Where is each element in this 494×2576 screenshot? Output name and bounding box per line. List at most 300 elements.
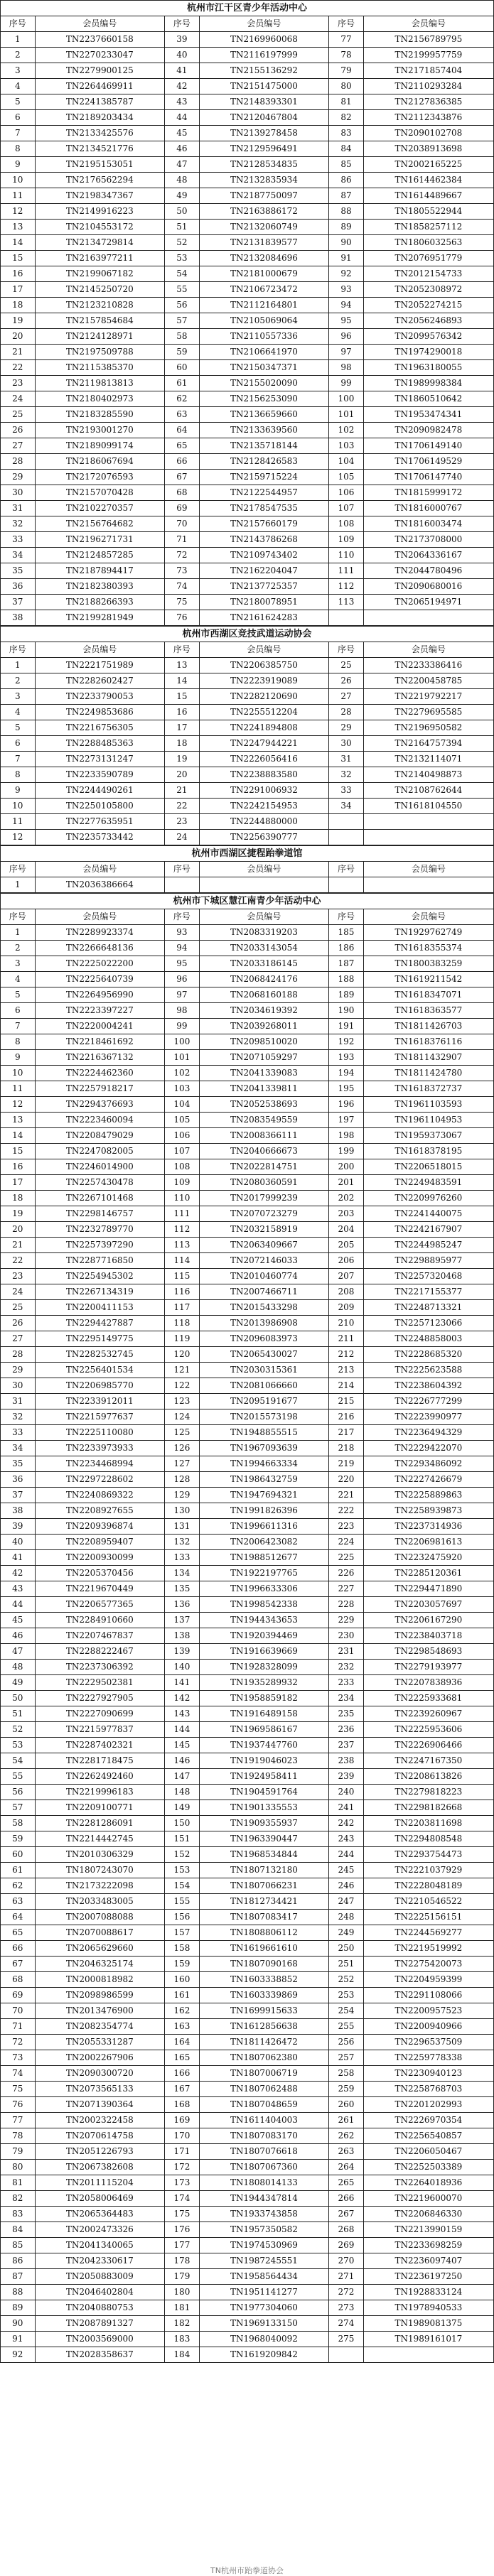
index-cell: 97 [165,987,200,1003]
index-cell: 154 [165,1878,200,1894]
index-cell: 272 [329,2285,364,2300]
index-cell: 76 [165,610,200,626]
table-row [1,1925,494,1941]
index-cell: 111 [165,1206,200,1222]
index-cell: 29 [329,720,364,736]
index-cell: 231 [329,1644,364,1660]
index-cell: 60 [1,1847,36,1863]
member-id-cell: TN2227927905 [35,1691,165,1706]
table-row [1,1613,494,1628]
table-row [1,1222,494,1238]
member-id-cell: TN2213990159 [363,2222,493,2238]
index-cell: 264 [329,2160,364,2175]
table-row [1,752,494,767]
table-row [1,48,494,63]
index-cell: 74 [1,2066,36,2082]
member-id-cell: TN2288222467 [35,1644,165,1660]
index-cell: 17 [1,282,36,298]
index-cell: 66 [1,1941,36,1957]
index-cell: 9 [1,157,36,173]
index-cell: 22 [1,1253,36,1269]
index-cell: 225 [329,1550,364,1566]
member-id-cell: TN2273131247 [35,752,165,767]
table-row [1,298,494,313]
table-row [1,2191,494,2207]
index-cell [329,877,364,893]
member-id-cell: TN2223990977 [363,1409,493,1425]
member-id-cell: TN2112164801 [199,298,329,313]
index-cell: 100 [165,1034,200,1050]
table-row [1,987,494,1003]
index-cell: 7 [1,126,36,141]
member-id-cell: TN2289923374 [35,925,165,941]
member-id-cell: TN2219519992 [363,1941,493,1957]
member-id-cell: TN2232475920 [363,1550,493,1566]
member-id-cell: TN2159715224 [199,470,329,485]
index-cell: 74 [165,579,200,595]
index-cell: 57 [1,1800,36,1816]
table-row [1,610,494,626]
index-cell: 52 [1,1722,36,1738]
index-cell: 144 [165,1722,200,1738]
column-header-index: 序号 [1,862,36,877]
index-cell: 1 [1,925,36,941]
member-id-cell: TN2173708000 [363,532,493,548]
index-cell: 137 [165,1613,200,1628]
index-cell: 235 [329,1706,364,1722]
member-id-cell: TN2285120361 [363,1566,493,1581]
index-cell: 19 [1,313,36,329]
member-id-cell: TN2216756305 [35,720,165,736]
member-id-cell: TN2015433298 [199,1300,329,1316]
index-cell: 21 [1,345,36,360]
index-cell: 142 [165,1691,200,1706]
member-id-cell: TN2248713321 [363,1300,493,1316]
member-id-cell: TN2281286091 [35,1816,165,1831]
table-row [1,438,494,454]
table-row [1,2019,494,2035]
member-id-cell: TN2249483591 [363,1175,493,1191]
member-id-cell: TN2234468994 [35,1456,165,1472]
member-id-cell: TN1807076618 [199,2144,329,2160]
index-cell: 229 [329,1613,364,1628]
table-row [1,1581,494,1597]
index-cell: 33 [1,532,36,548]
column-header-index: 序号 [329,16,364,32]
index-cell: 210 [329,1316,364,1331]
member-id-cell: TN2229502381 [35,1675,165,1691]
member-id-cell [363,2347,493,2363]
member-id-cell: TN2083319203 [199,925,329,941]
member-id-cell: TN2164757394 [363,736,493,752]
index-cell: 36 [1,579,36,595]
index-cell: 8 [1,1034,36,1050]
index-cell: 219 [329,1456,364,1472]
member-id-cell: TN2196271731 [35,532,165,548]
member-id-cell: TN2010306329 [35,1847,165,1863]
member-id-cell: TN2277635951 [35,814,165,830]
index-cell: 113 [165,1238,200,1253]
index-cell: 62 [165,391,200,407]
table-row [1,720,494,736]
member-id-cell: TN2294808548 [363,1831,493,1847]
index-cell: 46 [165,141,200,157]
index-cell: 15 [1,1144,36,1159]
member-id-cell: TN1944343653 [199,1613,329,1628]
index-cell: 177 [165,2238,200,2253]
member-id-cell: TN2145250720 [35,282,165,298]
index-cell [329,830,364,845]
table-row [1,830,494,845]
index-cell: 146 [165,1753,200,1769]
index-cell: 36 [1,1472,36,1488]
member-id-cell: TN2237306392 [35,1660,165,1675]
member-id-cell: TN2098986599 [35,1988,165,2003]
index-cell: 197 [329,1113,364,1128]
member-id-cell: TN2173222098 [35,1878,165,1894]
member-id-cell: TN1807083170 [199,2128,329,2144]
member-id-cell: TN2206846330 [363,2207,493,2222]
member-id-cell: TN2063409667 [199,1238,329,1253]
member-id-cell: TN2225889863 [363,1488,493,1503]
table-row [1,345,494,360]
index-cell: 260 [329,2097,364,2113]
member-id-cell: TN2129596491 [199,141,329,157]
table-row [1,157,494,173]
index-cell: 29 [1,1363,36,1378]
index-cell: 31 [329,752,364,767]
member-id-cell: TN2012154733 [363,266,493,282]
index-cell: 200 [329,1159,364,1175]
index-cell: 204 [329,1222,364,1238]
index-cell: 269 [329,2238,364,2253]
table-row [1,407,494,423]
index-cell: 30 [1,485,36,501]
table-row [1,1769,494,1785]
index-cell: 9 [1,1050,36,1066]
index-cell: 228 [329,1597,364,1613]
member-id-cell: TN1618104550 [363,799,493,814]
index-cell: 191 [329,1019,364,1034]
member-id-cell: TN1618376116 [363,1034,493,1050]
index-cell: 218 [329,1441,364,1456]
index-cell: 105 [329,470,364,485]
member-id-cell: TN2197509788 [35,345,165,360]
index-cell: 203 [329,1206,364,1222]
member-id-cell: TN2219600070 [363,2191,493,2207]
index-cell: 96 [329,329,364,345]
index-cell: 192 [329,1034,364,1050]
index-cell: 93 [165,925,200,941]
member-table [0,0,494,626]
column-header-index: 序号 [329,642,364,658]
index-cell: 172 [165,2160,200,2175]
table-row [1,485,494,501]
member-id-cell: TN2207838936 [363,1675,493,1691]
index-cell: 30 [329,736,364,752]
index-cell: 18 [165,736,200,752]
index-cell: 270 [329,2253,364,2269]
member-id-cell: TN2262492460 [35,1769,165,1785]
member-id-cell: TN2132114071 [363,752,493,767]
index-cell: 33 [1,1425,36,1441]
table-row [1,2082,494,2097]
table-row [1,548,494,563]
index-cell: 215 [329,1394,364,1409]
member-id-cell: TN2291108066 [363,1988,493,2003]
member-id-cell: TN1619209842 [199,2347,329,2363]
index-cell: 130 [165,1503,200,1519]
index-cell: 227 [329,1581,364,1597]
member-id-cell: TN1969133150 [199,2316,329,2332]
index-cell: 25 [1,407,36,423]
index-cell: 20 [1,1222,36,1238]
index-cell: 54 [1,1753,36,1769]
index-cell: 8 [1,767,36,783]
column-header-index: 序号 [1,642,36,658]
index-cell: 98 [165,1003,200,1019]
index-cell: 213 [329,1363,364,1378]
index-cell: 221 [329,1488,364,1503]
index-cell: 50 [1,1691,36,1706]
index-cell: 106 [329,485,364,501]
index-cell: 115 [165,1269,200,1284]
member-id-cell: TN2225110080 [35,1425,165,1441]
table-row [1,1409,494,1425]
index-cell: 72 [165,548,200,563]
member-id-cell: TN2041340065 [35,2238,165,2253]
member-id-cell [363,610,493,626]
column-header-member-id: 会员编号 [363,862,493,877]
member-id-cell: TN2033143054 [199,941,329,956]
member-id-cell: TN2206050467 [363,2144,493,2160]
index-cell: 64 [1,1910,36,1925]
member-id-cell: TN2232789770 [35,1222,165,1238]
member-id-cell: TN1968040092 [199,2332,329,2347]
table-row [1,1863,494,1878]
index-cell: 124 [165,1409,200,1425]
index-cell: 73 [1,2050,36,2066]
member-id-cell: TN1947694321 [199,1488,329,1503]
index-cell: 148 [165,1785,200,1800]
member-id-cell: TN2225623588 [363,1363,493,1378]
index-cell: 168 [165,2097,200,2113]
member-id-cell: TN2163886172 [199,204,329,220]
index-cell: 274 [329,2316,364,2332]
index-cell: 86 [1,2253,36,2269]
index-cell: 102 [329,423,364,438]
table-row [1,1816,494,1831]
table-row [1,2347,494,2363]
member-table [0,845,494,893]
table-row [1,470,494,485]
table-row [1,188,494,204]
index-cell: 41 [165,63,200,79]
member-id-cell: TN2200411153 [35,1300,165,1316]
table-row [1,1753,494,1769]
member-id-cell: TN2110293284 [363,79,493,94]
index-cell: 26 [1,423,36,438]
index-cell [329,2347,364,2363]
member-id-cell: TN2200930099 [35,1550,165,1566]
index-cell: 38 [1,1503,36,1519]
table-row [1,1878,494,1894]
index-cell: 220 [329,1472,364,1488]
index-cell: 78 [1,2128,36,2144]
member-id-cell: TN2291006932 [199,783,329,799]
member-id-cell: TN2028358637 [35,2347,165,2363]
index-cell: 127 [165,1456,200,1472]
member-id-cell: TN1958564434 [199,2269,329,2285]
index-cell: 117 [165,1300,200,1316]
member-id-cell: TN2203811698 [363,1816,493,1831]
member-id-cell: TN2198347367 [35,188,165,204]
index-cell: 212 [329,1347,364,1363]
index-cell: 3 [1,689,36,705]
table-row [1,1019,494,1034]
member-id-cell: TN2157660179 [199,516,329,532]
table-row [1,814,494,830]
member-id-cell: TN2156789795 [363,32,493,48]
index-cell: 11 [1,1081,36,1097]
member-id-cell: TN2137725357 [199,579,329,595]
index-cell: 159 [165,1957,200,1972]
index-cell: 76 [1,2097,36,2113]
index-cell: 43 [1,1581,36,1597]
member-id-cell: TN2233973933 [35,1441,165,1456]
table-row [1,516,494,532]
member-id-cell: TN2187750097 [199,188,329,204]
index-cell: 173 [165,2175,200,2191]
member-id-cell: TN1928833124 [363,2285,493,2300]
member-id-cell: TN2030315361 [199,1363,329,1378]
index-cell: 25 [329,658,364,673]
member-id-cell: TN2264956990 [35,987,165,1003]
table-row [1,360,494,376]
member-id-cell: TN2071059297 [199,1050,329,1066]
member-id-cell: TN2244880000 [199,814,329,830]
index-cell: 18 [1,298,36,313]
index-cell: 50 [165,204,200,220]
member-id-cell: TN1800383259 [363,956,493,972]
member-id-cell: TN2033483005 [35,1894,165,1910]
index-cell: 87 [1,2269,36,2285]
member-id-cell: TN2206385750 [199,658,329,673]
index-cell: 24 [165,830,200,845]
member-id-cell: TN2238604392 [363,1378,493,1394]
index-cell: 263 [329,2144,364,2160]
member-id-cell: TN1953474341 [363,407,493,423]
member-id-cell: TN2250105800 [35,799,165,814]
table-row [1,2300,494,2316]
index-cell: 252 [329,1972,364,1988]
index-cell: 67 [165,470,200,485]
index-cell: 44 [165,110,200,126]
member-id-cell: TN2068424176 [199,972,329,987]
member-id-cell: TN2298895977 [363,1253,493,1269]
index-cell: 17 [1,1175,36,1191]
member-id-cell: TN2238883580 [199,767,329,783]
member-id-cell: TN2182380393 [35,579,165,595]
table-row [1,1363,494,1378]
member-id-cell: TN1706149529 [363,454,493,470]
member-id-cell: TN2255512204 [199,705,329,720]
member-id-cell: TN1951141277 [199,2285,329,2300]
member-id-cell: TN1807243070 [35,1863,165,1878]
index-cell: 57 [165,313,200,329]
member-id-cell: TN2225022200 [35,956,165,972]
index-cell: 34 [1,1441,36,1456]
table-row [1,689,494,705]
index-cell: 48 [165,173,200,188]
member-id-cell: TN2206167290 [363,1613,493,1628]
index-cell: 21 [165,783,200,799]
member-id-cell: TN1618355374 [363,941,493,956]
index-cell: 35 [1,563,36,579]
member-id-cell: TN2233590789 [35,767,165,783]
index-cell: 69 [1,1988,36,2003]
index-cell: 125 [165,1425,200,1441]
member-id-cell: TN2256401534 [35,1363,165,1378]
member-id-cell: TN2256390777 [199,830,329,845]
member-id-cell: TN2219996183 [35,1785,165,1800]
table-row [1,329,494,345]
member-id-cell: TN2257320468 [363,1269,493,1284]
table-row [1,1519,494,1535]
index-cell: 253 [329,1988,364,2003]
member-id-cell: TN2076951779 [363,251,493,266]
index-cell: 87 [329,188,364,204]
member-id-cell: TN2295149775 [35,1331,165,1347]
index-cell: 19 [165,752,200,767]
index-cell: 24 [1,1284,36,1300]
member-id-cell: TN2132060749 [199,220,329,235]
member-id-cell: TN1806032563 [363,235,493,251]
member-id-cell: TN1978940533 [363,2300,493,2316]
table-row [1,2144,494,2160]
index-cell: 163 [165,2019,200,2035]
index-cell: 95 [329,313,364,329]
index-cell: 230 [329,1628,364,1644]
member-id-cell: TN2109743402 [199,548,329,563]
index-cell: 199 [329,1144,364,1159]
table-row [1,1034,494,1050]
table-row [1,1253,494,1269]
member-id-cell: TN2293754473 [363,1847,493,1863]
member-id-cell: TN2218461692 [35,1034,165,1050]
index-cell: 23 [165,814,200,830]
table-row [1,925,494,941]
table-row [1,2175,494,2191]
table-row [1,1081,494,1097]
index-cell: 141 [165,1675,200,1691]
index-cell: 112 [165,1222,200,1238]
index-cell: 261 [329,2113,364,2128]
index-cell: 171 [165,2144,200,2160]
member-id-cell: TN2033186145 [199,956,329,972]
index-cell: 104 [329,454,364,470]
member-id-cell: TN2206981613 [363,1535,493,1550]
index-cell: 205 [329,1238,364,1253]
member-id-cell: TN1994663334 [199,1456,329,1472]
index-cell: 135 [165,1581,200,1597]
member-id-cell: TN2206985770 [35,1378,165,1394]
member-id-cell: TN1996633306 [199,1581,329,1597]
table-row [1,2285,494,2300]
index-cell: 167 [165,2082,200,2097]
table-row [1,877,494,893]
index-cell: 262 [329,2128,364,2144]
